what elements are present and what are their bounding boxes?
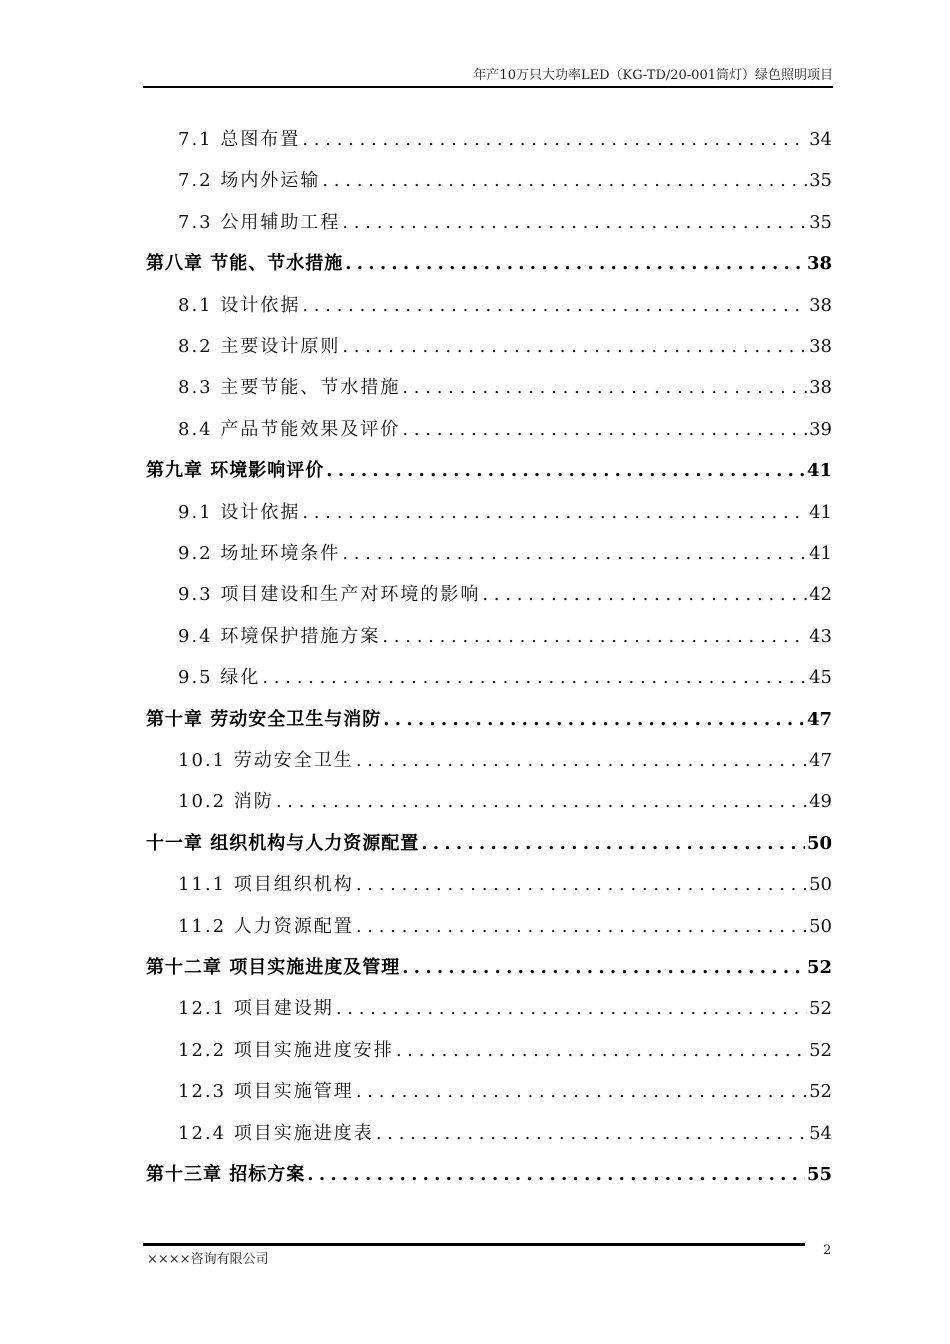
toc-dot-leader xyxy=(342,538,807,570)
toc-entry-title: 12.1 项目建设期 xyxy=(178,998,334,1020)
toc-section-entry[interactable] xyxy=(178,372,832,404)
toc-entry-title: 9.5 绿化 xyxy=(178,667,261,689)
footer-divider xyxy=(143,1243,805,1246)
toc-entry-page-number: 50 xyxy=(806,832,832,854)
toc-entry-title: 8.1 设计依据 xyxy=(178,294,301,316)
toc-entry-title: 8.4 产品节能效果及评价 xyxy=(178,418,401,440)
toc-dot-leader xyxy=(302,290,807,322)
toc-dot-leader xyxy=(336,993,807,1025)
toc-entry-title: 7.1 总图布置 xyxy=(178,129,301,150)
toc-dot-leader xyxy=(356,1076,807,1108)
toc-section-entry[interactable] xyxy=(178,621,832,653)
toc-section-entry[interactable] xyxy=(178,869,832,901)
toc-entry-title: 10.2 消防 xyxy=(178,791,274,813)
toc-section-entry[interactable] xyxy=(178,1035,832,1067)
toc-dot-leader xyxy=(402,414,807,446)
toc-section-entry[interactable] xyxy=(178,124,832,156)
toc-section-entry[interactable] xyxy=(178,414,832,446)
toc-dot-leader xyxy=(322,165,807,197)
toc-entry-title: 第十二章 项目实施进度及管理 xyxy=(146,957,401,978)
toc-entry-page-number: 38 xyxy=(806,253,832,275)
toc-entry-title: 十一章 组织机构与人力资源配置 xyxy=(146,832,420,854)
toc-entry-page-number: 38 xyxy=(809,294,832,316)
toc-entry-page-number: 45 xyxy=(809,667,832,689)
toc-entry-page-number: 38 xyxy=(809,377,832,399)
toc-chapter-entry[interactable] xyxy=(146,248,832,280)
toc-entry-title: 9.1 设计依据 xyxy=(178,501,301,523)
toc-chapter-entry[interactable] xyxy=(146,1159,832,1191)
toc-section-entry[interactable] xyxy=(178,1118,832,1150)
toc-dot-leader xyxy=(276,786,807,818)
toc-entry-title: 9.4 环境保护措施方案 xyxy=(178,625,381,647)
toc-section-entry[interactable] xyxy=(178,911,832,943)
toc-entry-title: 第九章 环境影响评价 xyxy=(146,460,325,482)
toc-entry-title: 10.1 劳动安全卫生 xyxy=(178,750,354,771)
header-divider xyxy=(143,86,833,88)
toc-dot-leader xyxy=(382,621,807,653)
toc-entry-title: 12.3 项目实施管理 xyxy=(178,1081,354,1103)
toc-entry-page-number: 42 xyxy=(809,584,832,606)
toc-entry-page-number: 52 xyxy=(809,1081,832,1103)
toc-chapter-entry[interactable] xyxy=(146,952,832,984)
toc-entry-page-number: 55 xyxy=(806,1164,832,1185)
toc-entry-title: 12.4 项目实施进度表 xyxy=(178,1122,374,1144)
toc-entry-page-number: 52 xyxy=(809,1039,832,1061)
toc-entry-title: 11.1 项目组织机构 xyxy=(178,874,354,896)
toc-entry-page-number: 52 xyxy=(809,998,832,1020)
toc-dot-leader xyxy=(342,207,807,239)
toc-entry-title: 8.3 主要节能、节水措施 xyxy=(178,377,401,399)
toc-dot-leader xyxy=(402,952,805,984)
toc-entry-title: 第八章 节能、节水措施 xyxy=(146,253,344,275)
toc-entry-title: 8.2 主要设计原则 xyxy=(178,336,341,357)
toc-entry-page-number: 35 xyxy=(809,170,832,192)
toc-dot-leader xyxy=(307,1159,805,1191)
toc-dot-leader xyxy=(302,124,807,156)
toc-section-entry[interactable] xyxy=(178,786,832,818)
toc-entry-title: 11.2 人力资源配置 xyxy=(178,915,354,937)
footer-company: ××××咨询有限公司 xyxy=(147,1252,269,1267)
toc-entry-page-number: 35 xyxy=(809,211,832,233)
toc-dot-leader xyxy=(482,579,807,611)
toc-entry-title: 12.2 项目实施进度安排 xyxy=(178,1039,394,1061)
header-title: 年产10万只大功率LED（KG-TD/20-001筒灯）绿色照明项目 xyxy=(473,68,833,83)
toc-dot-leader xyxy=(383,704,805,736)
toc-entry-page-number: 50 xyxy=(809,915,832,937)
toc-entry-page-number: 47 xyxy=(806,708,832,730)
toc-dot-leader xyxy=(356,911,807,943)
toc-dot-leader xyxy=(302,497,807,529)
toc-entry-page-number: 47 xyxy=(809,750,832,771)
toc-entry-title: 7.2 场内外运输 xyxy=(178,170,321,192)
toc-dot-leader xyxy=(396,1035,807,1067)
toc-chapter-entry[interactable] xyxy=(146,828,832,860)
toc-entry-page-number: 49 xyxy=(809,791,832,813)
toc-entry-title: 第十三章 招标方案 xyxy=(146,1164,306,1185)
toc-section-entry[interactable] xyxy=(178,662,832,694)
toc-dot-leader xyxy=(356,745,807,777)
toc-section-entry[interactable] xyxy=(178,745,832,777)
toc-chapter-entry[interactable] xyxy=(146,455,832,487)
toc-entry-page-number: 54 xyxy=(809,1122,832,1144)
toc-dot-leader xyxy=(345,248,805,280)
footer-page-number: 2 xyxy=(823,1243,832,1258)
toc-dot-leader xyxy=(356,869,807,901)
toc-entry-page-number: 34 xyxy=(809,129,832,150)
toc-section-entry[interactable] xyxy=(178,579,832,611)
toc-dot-leader xyxy=(262,662,807,694)
toc-dot-leader xyxy=(421,828,805,860)
toc-entry-title: 第十章 劳动安全卫生与消防 xyxy=(146,708,382,730)
toc-dot-leader xyxy=(402,372,807,404)
toc-section-entry[interactable] xyxy=(178,497,832,529)
toc-chapter-entry[interactable] xyxy=(146,704,832,736)
toc-entry-page-number: 38 xyxy=(809,336,832,357)
toc-entry-page-number: 39 xyxy=(809,418,832,440)
toc-entry-title: 9.3 项目建设和生产对环境的影响 xyxy=(178,584,481,606)
toc-entry-page-number: 41 xyxy=(809,543,832,564)
toc-section-entry[interactable] xyxy=(178,290,832,322)
toc-entry-page-number: 43 xyxy=(809,625,832,647)
toc-section-entry[interactable] xyxy=(178,331,832,363)
toc-section-entry[interactable] xyxy=(178,165,832,197)
toc-entry-title: 7.3 公用辅助工程 xyxy=(178,211,341,233)
toc-section-entry[interactable] xyxy=(178,993,832,1025)
toc-section-entry[interactable] xyxy=(178,207,832,239)
toc-entry-title: 9.2 场址环境条件 xyxy=(178,543,341,564)
toc-dot-leader xyxy=(376,1118,807,1150)
toc-entry-page-number: 41 xyxy=(806,460,832,482)
toc-dot-leader xyxy=(342,331,807,363)
toc-section-entry[interactable] xyxy=(178,1076,832,1108)
toc-entry-page-number: 50 xyxy=(809,874,832,896)
toc-entry-page-number: 41 xyxy=(809,501,832,523)
toc-section-entry[interactable] xyxy=(178,538,832,570)
toc-entry-page-number: 52 xyxy=(806,957,832,978)
toc-dot-leader xyxy=(326,455,805,487)
